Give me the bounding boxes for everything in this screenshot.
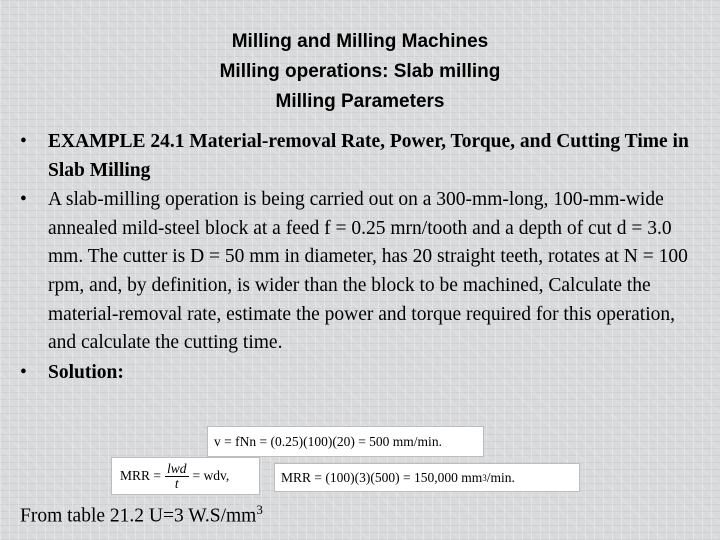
- mrr-denominator: t: [174, 475, 179, 491]
- mrr-label: MRR =: [120, 468, 162, 483]
- mrr-calculation: [274, 463, 580, 492]
- velocity-formula-text: v = fNn = (0.25)(100)(20) = 500 mm/min.: [214, 433, 442, 449]
- velocity-formula: [207, 426, 484, 457]
- mrr-formula: [111, 457, 260, 495]
- problem-statement: A slab-milling operation is being carried out on a 300-mm-long, 100-mm-wide annealed mild-steel block at a feed f = 0.25 mrn/tooth and a depth of cut d = 3.0 mm. The cutter is D = 50 mm in diameter, has 20 straight teeth, rotates at N = 100 rpm, and, by definition, is wider than the block to be machined, Calculate the material-removal rate, estimate the power and torque required for this operation, and calculate the cutting time.: [48, 189, 688, 354]
- bullet-icon: •: [20, 131, 27, 152]
- mrr-numerator: lwd: [167, 460, 187, 476]
- title-line-3: Milling Parameters: [275, 91, 445, 112]
- bullet-item-example: [20, 128, 690, 185]
- mrr-calc-unit: /min.: [486, 469, 515, 485]
- footer-exponent: 3: [256, 502, 263, 517]
- mrr-equals: = wdv,: [192, 468, 230, 483]
- bullet-item-problem: [20, 186, 690, 358]
- bullet-icon: •: [20, 189, 27, 211]
- slide-title: [0, 27, 720, 117]
- bullet-item-solution: [20, 359, 690, 388]
- title-line-1: Milling and Milling Machines: [231, 31, 489, 52]
- solution-label: Solution:: [48, 361, 124, 383]
- mrr-fraction: [165, 462, 189, 491]
- footer-note: [20, 502, 263, 528]
- mrr-calc-exponent: 3: [482, 472, 487, 483]
- bullet-list: [20, 128, 690, 388]
- mrr-calc-text: MRR = (100)(3)(500) = 150,000 mm: [281, 469, 483, 485]
- example-heading: EXAMPLE 24.1 Material-removal Rate, Power, Torque, and Cutting Time in Slab Milling: [48, 131, 689, 181]
- title-line-2: Milling operations: Slab milling: [219, 61, 501, 82]
- footer-text: From table 21.2 U=3 W.S/mm: [20, 505, 257, 527]
- bullet-icon: •: [20, 361, 27, 383]
